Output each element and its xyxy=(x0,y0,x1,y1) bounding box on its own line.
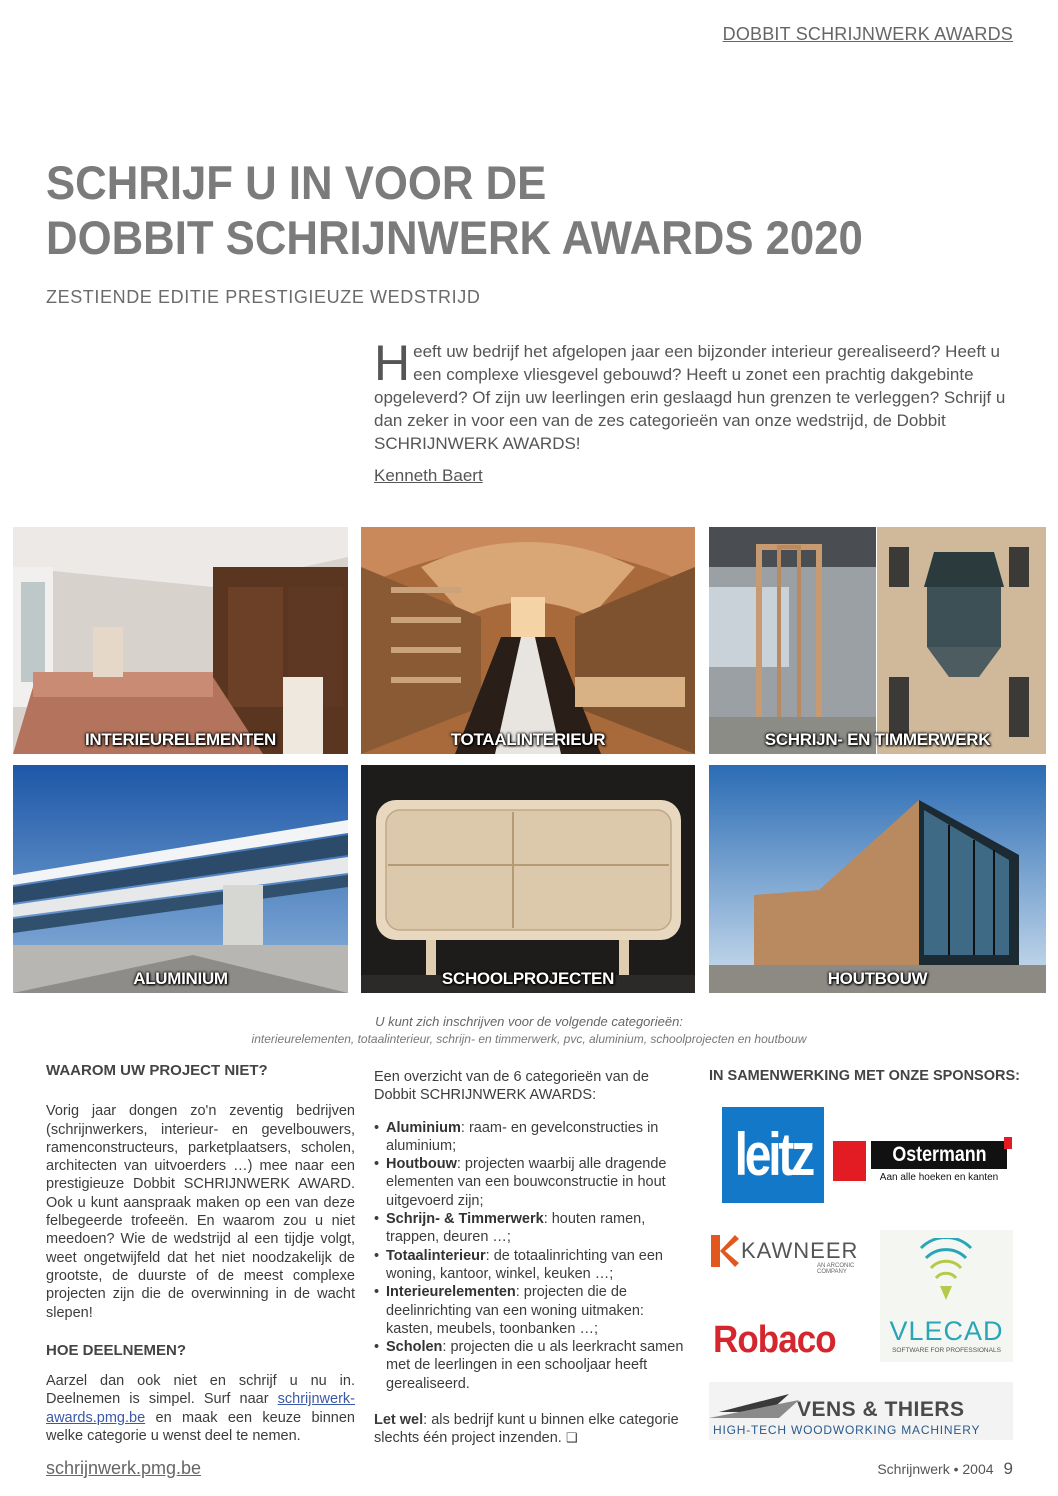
categories-note-title: U kunt zich inschrijven voor de volgende categorieën: xyxy=(375,1014,683,1029)
intro-paragraph xyxy=(374,335,1014,455)
article-subtitle: ZESTIENDE EDITIE PRESTIGIEUZE WEDSTRIJD xyxy=(46,287,481,307)
list-item xyxy=(374,1283,684,1338)
intro-text: eeft uw bedrijf het afgelopen jaar een bijzonder interieur gerealiseerd? Heeft u een complexe vliesgevel gebouwd? Heeft u zonet een prachtig dakgebinte opgeleverd? Of zijn uw leerlingen erin geslaagd hun grenzen te verleggen? Schrijf u dan zeker in voor een van de zes categorieën van onze wedstrijd, de Dobbit SCHRIJNWERK AWARDS! xyxy=(374,342,1006,453)
kawneer-logo xyxy=(709,1230,874,1276)
column-why xyxy=(46,1062,355,1445)
footer-website-link[interactable]: schrijnwerk.pmg.be xyxy=(46,1458,202,1478)
vlecad-logo xyxy=(880,1230,1013,1362)
list-item xyxy=(374,1210,684,1247)
timber-building-image xyxy=(709,765,1046,993)
category-desc: : raam- en gevelconstructies in aluminium; xyxy=(386,1119,659,1154)
vlecad-sub-text: SOFTWARE FOR PROFESSIONALS xyxy=(892,1347,1001,1354)
how-text-after: en maak een keuze binnen welke categorie u wenst deel te nemen. xyxy=(46,1409,355,1445)
heading-why: WAAROM UW PROJECT NIET? xyxy=(46,1062,268,1079)
note-paragraph xyxy=(374,1411,684,1449)
category-term: Houtbouw xyxy=(386,1156,457,1173)
footer-issue-text: Schrijnwerk • 2004 xyxy=(877,1461,994,1477)
kawneer-k-icon xyxy=(711,1235,739,1267)
photo-caption: HOUTBOUW xyxy=(827,969,928,988)
kawneer-logo-text: KAWNEER xyxy=(741,1238,859,1263)
ostermann-corner xyxy=(1004,1137,1012,1149)
column-categories xyxy=(374,1068,684,1449)
title-line-1: SCHRIJF U IN VOOR DE xyxy=(46,156,547,209)
kawneer-sub-text: AN ARCONIC COMPANY xyxy=(817,1263,855,1275)
aluminium-building-image xyxy=(13,765,348,993)
footer-issue xyxy=(877,1459,1013,1479)
interior-kitchen-image xyxy=(13,527,348,754)
category-term: Schrijn- & Timmerwerk xyxy=(386,1211,544,1228)
ostermann-logo-text: Ostermann xyxy=(891,1143,987,1166)
note-text: : als bedrijf kunt u binnen elke categorie slechts één project inzenden. xyxy=(374,1412,679,1447)
leitz-logo xyxy=(722,1107,824,1203)
note-label: Let wel xyxy=(374,1412,424,1429)
section-tag: DOBBIT SCHRIJNWERK AWARDS xyxy=(722,24,1013,44)
photo-caption: SCHRIJN- EN TIMMERWERK xyxy=(764,730,991,749)
vens-thiers-sub-text: HIGH-TECH WOODWORKING MACHINERY xyxy=(713,1423,981,1437)
category-desc: : de totaalinrichting van een woning, kantoor, winkel, keuken …; xyxy=(386,1247,663,1282)
leitz-logo-text: leitz xyxy=(734,1121,812,1188)
ostermann-red-square xyxy=(833,1141,866,1181)
photo-caption: SCHOOLPROJECTEN xyxy=(441,969,615,988)
categories-note-list: interieurelementen, totaalinterieur, schrijn- en timmerwerk, pvc, aluminium, schoolprojecten en houtbouw xyxy=(251,1032,807,1046)
paragraph-how xyxy=(46,1372,355,1445)
categories-list xyxy=(374,1119,684,1393)
photo-aluminium xyxy=(13,765,348,993)
sponsors-heading: IN SAMENWERKING MET ONZE SPONSORS: xyxy=(709,1068,1020,1084)
photo-schrijn-timmerwerk xyxy=(709,527,1046,754)
category-desc: : projecten die de deelinrichting van een woning uitmaken: kasten, meubels, toonbanken …; xyxy=(386,1284,644,1337)
photo-houtbouw xyxy=(709,765,1046,993)
list-item xyxy=(374,1155,684,1210)
category-desc: : projecten die u als leerkracht samen met de leerlingen in een schooljaar heeft gerealiseerd. xyxy=(386,1339,684,1392)
robaco-logo: Robaco xyxy=(713,1319,836,1361)
category-term: Totaalinterieur xyxy=(386,1247,486,1264)
intro-dropcap: H xyxy=(374,335,411,391)
vlecad-logo-text: VLECAD xyxy=(889,1316,1004,1346)
photo-caption: INTERIEURELEMENTEN xyxy=(84,730,277,749)
ostermann-logo xyxy=(833,1137,1013,1191)
vens-thiers-text: VENS & THIERS xyxy=(797,1398,965,1421)
paragraph-why: Vorig jaar dongen zo'n zeventig bedrijven (schrijnwerkers, interieur- en gevelbouwers, ramenconstructeurs, parketplaatsers, scholen, architecten van uitvoerders …) mee naar een prestigieuze Dobbit SCHRIJNWERK AWARD. Ook u kunt aanspraak maken op een van deze felbegeerde trofeeën. En waarom zou u niet meedoen? Wie de wedstrijd al een tijdje volgt, weet ongetwijfeld dat het niet noodzakelijk de grootste, de duurste of de meest complexe projecten zijn die de overwinning in de wacht slepen! xyxy=(46,1103,355,1321)
article-title xyxy=(46,155,863,265)
category-term: Interieurelementen xyxy=(386,1284,516,1301)
category-term: Scholen xyxy=(386,1339,443,1356)
workshop-facade-image xyxy=(709,527,1046,754)
list-item xyxy=(374,1119,684,1156)
page-number: 9 xyxy=(1003,1459,1013,1478)
registration-link[interactable]: schrijnwerk-awards.pmg.be xyxy=(46,1391,355,1426)
category-desc: : projecten waarbij alle dragende elementen van een bouwconstructie in hout uitgevoerd zijn; xyxy=(386,1156,667,1209)
end-mark-icon: ❑ xyxy=(565,1431,578,1447)
category-desc: : houten ramen, trappen, deuren …; xyxy=(386,1211,646,1246)
photo-caption: ALUMINIUM xyxy=(133,969,228,988)
how-text-before: Aarzel dan ook niet en schrijf u nu in. Deelnemen is simpel. Surf naar xyxy=(46,1373,355,1408)
photo-caption: TOTAALINTERIEUR xyxy=(450,730,606,749)
vlecad-signal-icon xyxy=(916,1238,976,1302)
ostermann-black-bar xyxy=(871,1141,1007,1169)
category-term: Aluminium xyxy=(386,1119,461,1136)
photo-totaalinterieur xyxy=(361,527,695,754)
title-line-2: DOBBIT SCHRIJNWERK AWARDS 2020 xyxy=(46,211,863,264)
ostermann-tagline: Aan alle hoeken en kanten xyxy=(879,1172,999,1183)
heading-how: HOE DEELNEMEN? xyxy=(46,1341,187,1359)
abbey-library-image xyxy=(361,527,695,754)
vens-thiers-logo xyxy=(709,1382,1013,1440)
photo-schoolprojecten xyxy=(361,765,695,993)
list-item xyxy=(374,1338,684,1393)
categories-intro: Een overzicht van de 6 categorieën van de Dobbit SCHRIJNWERK AWARDS: xyxy=(374,1069,649,1104)
author-name: Kenneth Baert xyxy=(374,466,483,485)
photo-interieurelementen xyxy=(13,527,348,754)
school-cabinet-image xyxy=(361,765,695,993)
list-item xyxy=(374,1247,684,1284)
